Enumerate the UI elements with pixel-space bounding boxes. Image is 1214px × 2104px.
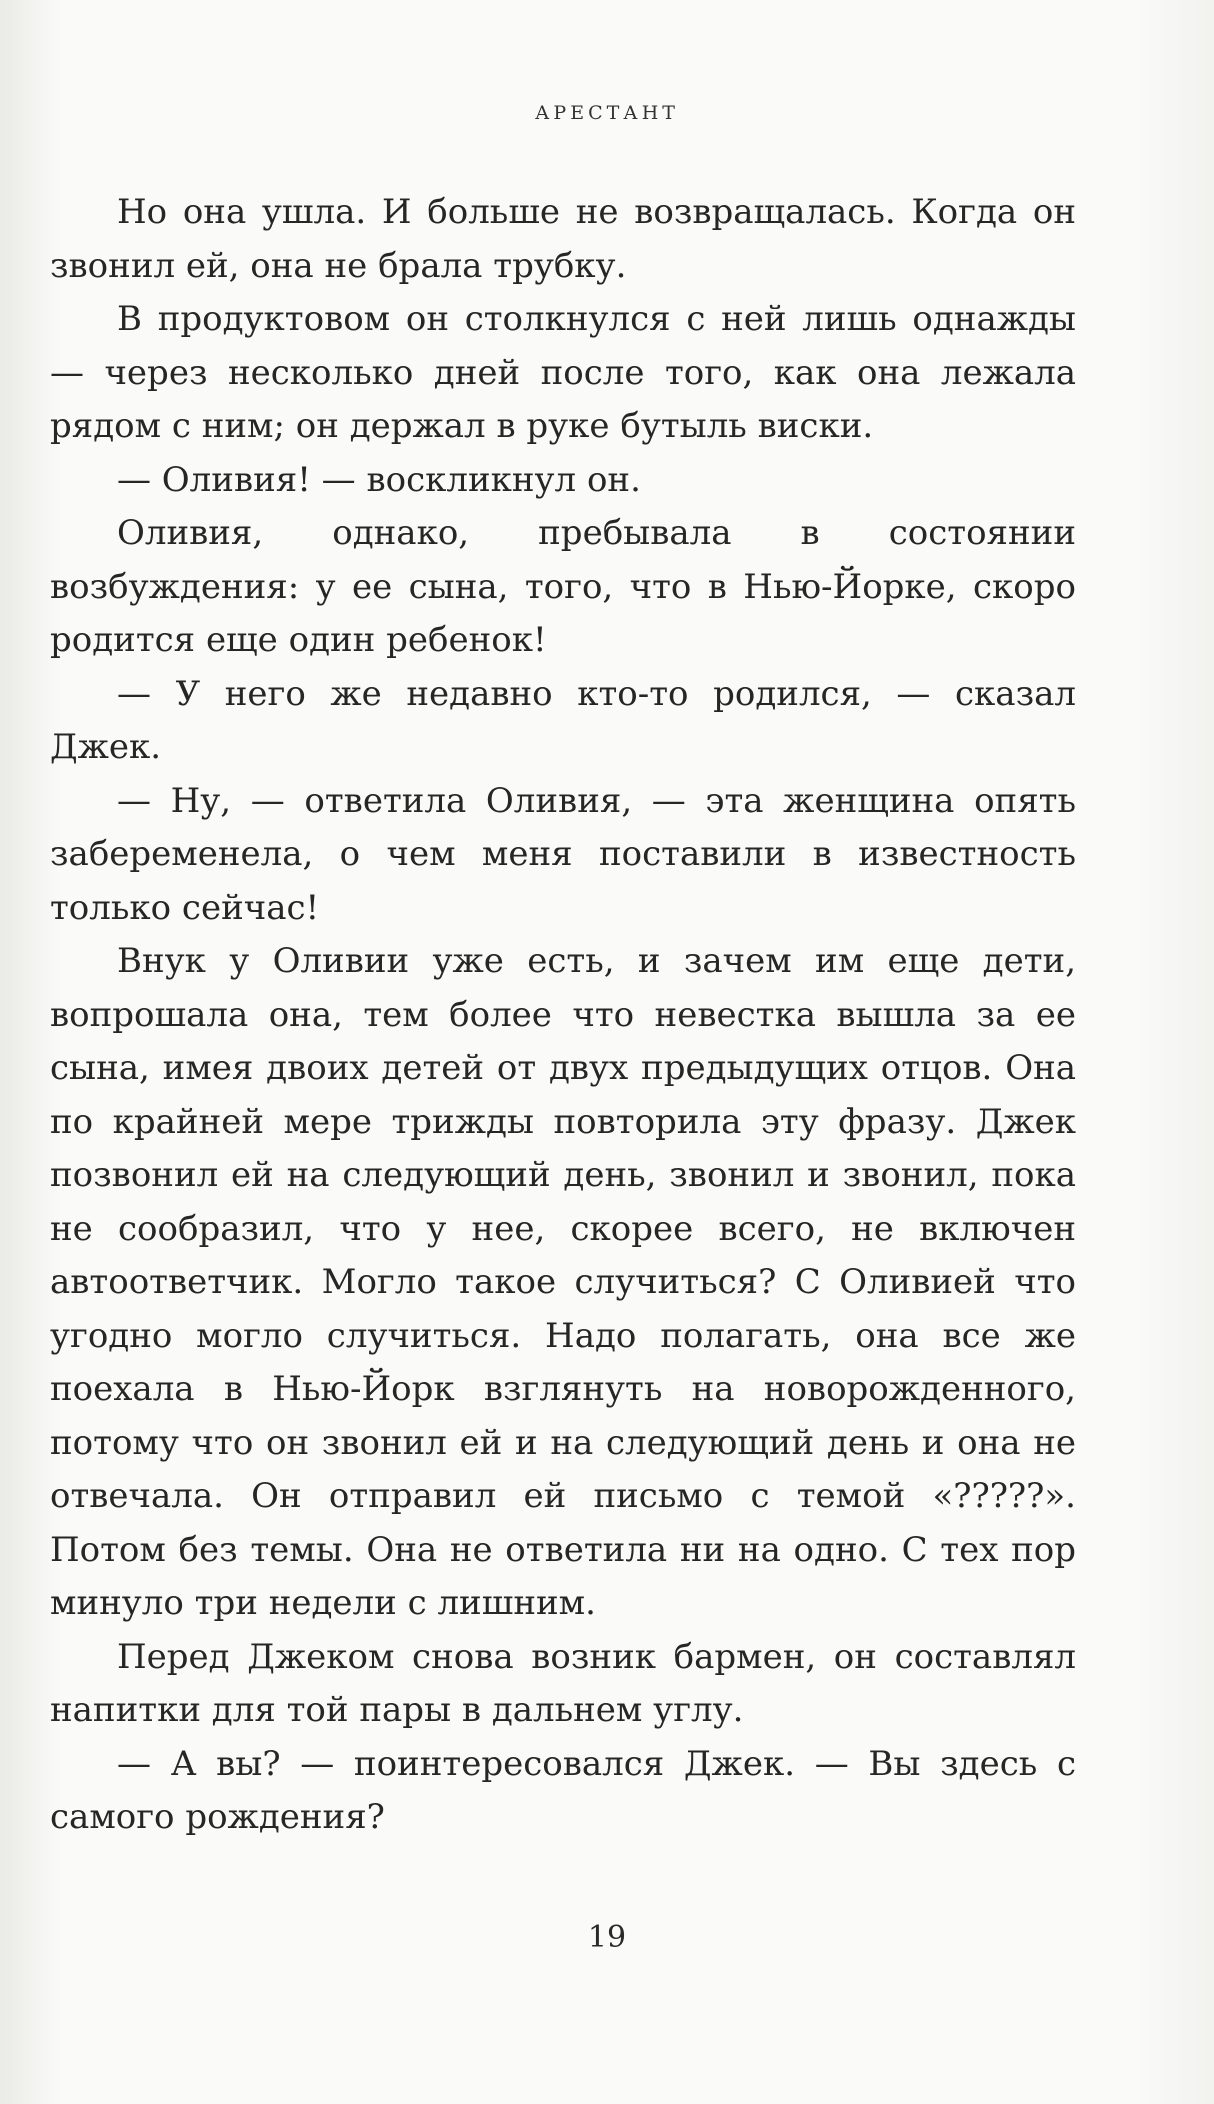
page-number: 19	[587, 1920, 627, 1955]
paragraph: Оливия, однако, пребывала в состоянии возбуждения: у ее сына, того, что в Нью-Йорке, скоро родится еще один ребенок!	[50, 513, 1076, 660]
running-header: АРЕСТАНТ	[535, 102, 679, 124]
paragraph: — А вы? — поинтересовался Джек. — Вы здесь с самого рождения?	[50, 1743, 1076, 1837]
paragraph: Внук у Оливии уже есть, и зачем им еще дети, вопрошала она, тем более что невестка вышла за ее сына, имея двоих детей от двух предыдущих отцов. Она по крайней мере трижды повторила эту фразу. Джек позвонил ей на следующий день, звонил и звонил, пока не сообразил, что у нее, скорее всего, не включен автоответчик. Могло такое случиться? С Оливией что угодно могло случиться. Надо полагать, она все же поехала в Нью-Йорк взглянуть на новорожденного, потому что он звонил ей и на следующий день и она не отвечала. Он отправил ей письмо с темой «?????». Потом без темы. Она не ответила ни на одно. С тех пор минуло три недели с лишним.	[50, 941, 1076, 1623]
paragraph: — Ну, — ответила Оливия, — эта женщина опять забеременела, о чем меня поставили в известность только сейчас!	[50, 780, 1076, 928]
body-text	[50, 186, 1076, 1845]
paragraph: Перед Джеком снова возник бармен, он составлял напитки для той пары в дальнем углу.	[50, 1636, 1076, 1730]
paragraph: — У него же недавно кто-то родился, — сказал Джек.	[50, 673, 1076, 767]
paragraph: Но она ушла. И больше не возвращалась. Когда он звонил ей, она не брала трубку.	[50, 192, 1076, 286]
paragraph: — Оливия! — воскликнул он.	[117, 459, 641, 500]
paragraph: В продуктовом он столкнулся с ней лишь однажды — через несколько дней после того, как она лежала рядом с ним; он держал в руке бутыль виски.	[50, 299, 1076, 446]
